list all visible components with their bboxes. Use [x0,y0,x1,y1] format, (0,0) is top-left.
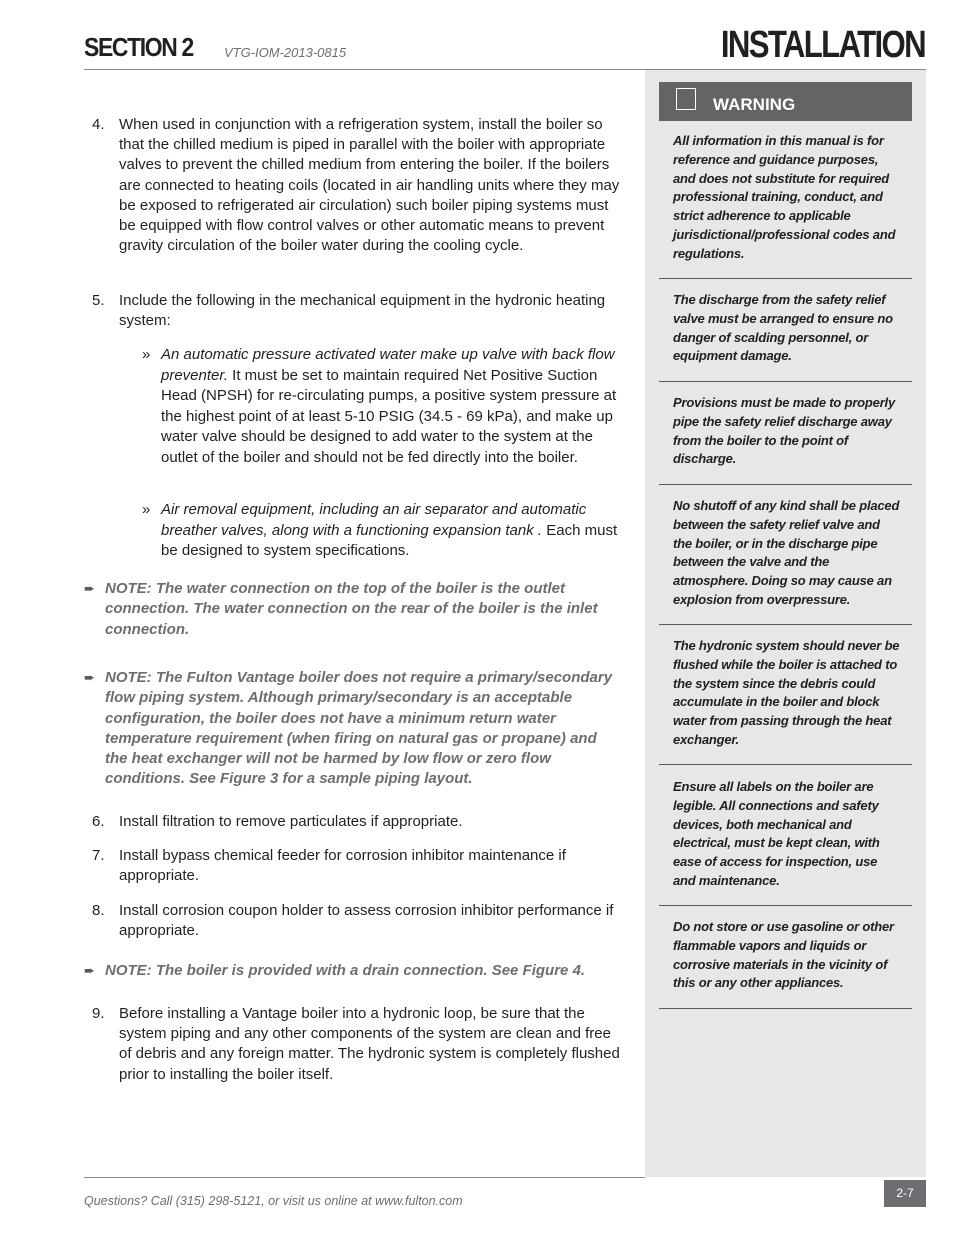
step-number: 4. [92,116,105,133]
arrow-icon: ➨ [84,581,95,596]
bullet-marker: » [142,346,151,363]
footer-divider [84,1177,645,1178]
section-label: SECTION 2 [84,32,193,62]
note-text: NOTE: The water connection on the top of the boiler is the outlet connection. The water connection on the rear of the boiler is the inlet connection. [105,580,598,638]
step-number: 5. [92,292,105,309]
footer-contact: Questions? Call (315) 298-5121, or visit us online at www.fulton.com [84,1194,463,1208]
warning-item: Do not store or use gasoline or other flammable vapors and liquids or corrosive materials in the vicinity of this or any other appliances. [659,918,912,1009]
step-text: Include the following in the mechanical equipment in the hydronic heating system: [119,292,606,330]
bullet-italic-text: Air removal equipment, including an air separator and automatic breather valves, along with a functioning expansion tank . [161,501,587,539]
step-number: 6. [92,813,105,830]
warning-item: The hydronic system should never be flushed while the boiler is attached to the system since the debris could accumulate in the boiler and block water from passing through the heat exchanger. [659,637,912,765]
arrow-icon: ➨ [84,963,95,978]
warning-checkbox-icon [676,88,696,110]
bullet-text: It must be set to maintain required Net Positive Suction Head (NPSH) for re-circulating pumps, a positive system pressure at the highest point of at least 5-10 PSIG (34.5 - 69 kPa), and make up water valve should be designed to add water to the system at the outlet of the boiler and should not be fed directly into the boiler. [161,366,617,466]
document-code: VTG-IOM-2013-0815 [224,45,347,60]
step-text: Install bypass chemical feeder for corrosion inhibitor maintenance if appropriate. [119,847,566,885]
bullet-italic-text: An automatic pressure activated water make up valve with back flow preventer. [161,346,615,384]
bullet-text: Each must be designed to system specifications. [161,521,618,559]
step-text: Install filtration to remove particulates if appropriate. [119,813,463,830]
step-text: Install corrosion coupon holder to assess corrosion inhibitor performance if appropriate. [119,902,614,940]
warning-label: WARNING [713,95,796,114]
bullet-marker: » [142,501,151,518]
step-number: 8. [92,902,105,919]
warning-item: The discharge from the safety relief valve must be arranged to ensure no danger of scalding personnel, or equipment damage. [659,291,912,382]
arrow-icon: ➨ [84,670,95,685]
step-text: Before installing a Vantage boiler into a hydronic loop, be sure that the system piping and any other components of the system are clean and free of debris and any foreign matter. The hydronic system is completely flushed prior to installing the boiler itself. [119,1005,620,1083]
note-text: NOTE: The boiler is provided with a drain connection. See Figure 4. [105,962,586,979]
page-number: 2-7 [884,1180,926,1207]
step-number: 9. [92,1005,105,1022]
note-text: NOTE: The Fulton Vantage boiler does not require a primary/secondary flow piping system. Although primary/secondary is an acceptable configuration, the boiler does not have a minimum return water temperature requirement (when firing on natural gas or propane) and the heat exchanger will not be harmed by low flow or zero flow conditions. See Figure 3 for a sample piping layout. [105,669,613,788]
warning-item: Ensure all labels on the boiler are legible. All connections and safety devices, both mechanical and electrical, must be kept clean, with ease of access for inspection, use and maintenance. [659,778,912,906]
warning-item: Provisions must be made to properly pipe the safety relief discharge away from the boiler to the point of discharge. [659,394,912,485]
warning-item: All information in this manual is for reference and guidance purposes, and does not substitute for required professional training, conduct, and strict adherence to applicable jurisdictional/professional codes and regulations. [659,132,912,279]
step-number: 7. [92,847,105,864]
page-title: INSTALLATION [720,24,925,66]
warning-item: No shutoff of any kind shall be placed between the safety relief valve and the boiler, or in the discharge pipe between the valve and the atmosphere. Doing so may cause an explosion from overpressure. [659,497,912,625]
step-text: When used in conjunction with a refrigeration system, install the boiler so that the chilled medium is piped in parallel with the boiler with appropriate valves to prevent the chilled medium from entering the boiler. If the boilers are connected to heating coils (located in air handling units where they may be exposed to refrigerated air circulation) such boiler piping systems must be equipped with flow control valves or other automatic means to prevent gravity circulation of the boiler water during the cooling cycle. [119,116,620,255]
